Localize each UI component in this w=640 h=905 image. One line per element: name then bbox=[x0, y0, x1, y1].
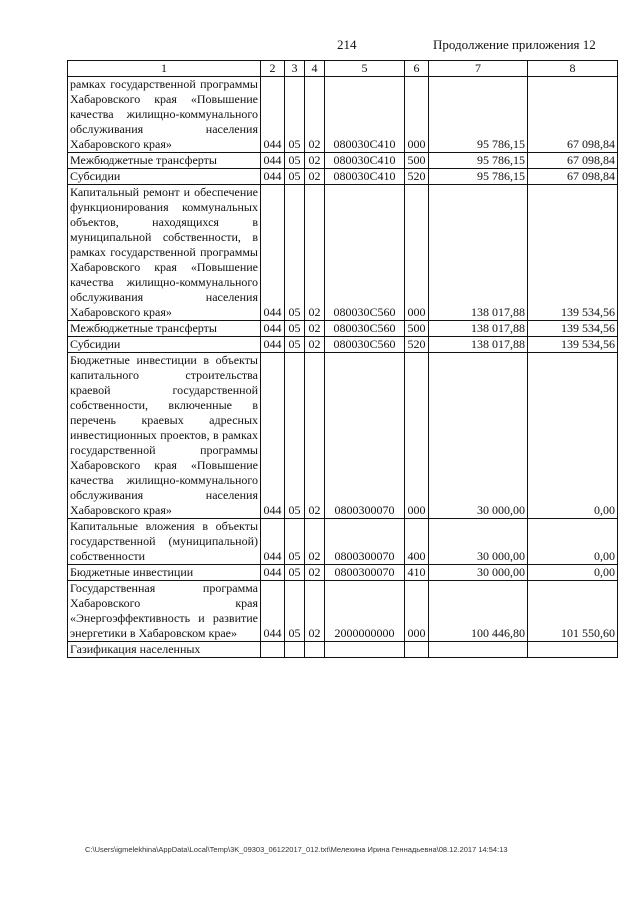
row-name-cell: Газификация населенных bbox=[68, 642, 261, 658]
row-value-cell: 500 bbox=[405, 321, 429, 337]
row-name-cell: Капитальный ремонт и обеспечение функционирования коммунальных объектов, находящихся в муниципальной собственности, в рамках государственной программы Хабаровского края «Повышение качества жилищно-коммунального обслуживания населения Хабаровского края» bbox=[68, 185, 261, 321]
row-value-cell: 02 bbox=[305, 185, 325, 321]
row-value-cell: 05 bbox=[285, 185, 305, 321]
table-row bbox=[68, 321, 618, 337]
row-value-cell: 02 bbox=[305, 519, 325, 565]
table-header-row bbox=[68, 61, 618, 77]
column-header: 5 bbox=[325, 61, 405, 77]
row-value-cell: 02 bbox=[305, 337, 325, 353]
row-value-cell: 080030С410 bbox=[325, 153, 405, 169]
page-number: 214 bbox=[337, 37, 357, 52]
table-row bbox=[68, 153, 618, 169]
row-value-cell: 30 000,00 bbox=[429, 353, 528, 519]
column-header: 4 bbox=[305, 61, 325, 77]
row-value-cell: 044 bbox=[261, 353, 285, 519]
table-row bbox=[68, 519, 618, 565]
column-header: 1 bbox=[68, 61, 261, 77]
row-value-cell: 67 098,84 bbox=[528, 169, 618, 185]
table-row bbox=[68, 581, 618, 642]
row-value-cell: 044 bbox=[261, 153, 285, 169]
row-name-cell: рамках государственной программы Хабаровского края «Повышение качества жилищно-коммунального обслуживания населения Хабаровского края» bbox=[68, 77, 261, 153]
table-row bbox=[68, 337, 618, 353]
table-row bbox=[68, 185, 618, 321]
row-value-cell: 02 bbox=[305, 581, 325, 642]
column-header: 8 bbox=[528, 61, 618, 77]
row-value-cell bbox=[405, 642, 429, 658]
table-row bbox=[68, 77, 618, 153]
table-row bbox=[68, 169, 618, 185]
row-name-cell: Межбюджетные трансферты bbox=[68, 321, 261, 337]
row-value-cell: 101 550,60 bbox=[528, 581, 618, 642]
row-value-cell: 044 bbox=[261, 169, 285, 185]
row-value-cell bbox=[285, 642, 305, 658]
row-value-cell: 05 bbox=[285, 153, 305, 169]
row-name-cell: Субсидии bbox=[68, 337, 261, 353]
column-header: 6 bbox=[405, 61, 429, 77]
row-value-cell: 520 bbox=[405, 169, 429, 185]
row-value-cell bbox=[429, 642, 528, 658]
row-value-cell: 0,00 bbox=[528, 565, 618, 581]
table-body bbox=[68, 61, 618, 658]
table-row bbox=[68, 565, 618, 581]
row-value-cell: 05 bbox=[285, 353, 305, 519]
budget-table bbox=[67, 60, 618, 658]
row-value-cell: 0800300070 bbox=[325, 519, 405, 565]
row-value-cell: 500 bbox=[405, 153, 429, 169]
row-value-cell: 080030С410 bbox=[325, 169, 405, 185]
row-value-cell: 0800300070 bbox=[325, 565, 405, 581]
row-value-cell: 2000000000 bbox=[325, 581, 405, 642]
row-value-cell: 138 017,88 bbox=[429, 321, 528, 337]
row-name-cell: Межбюджетные трансферты bbox=[68, 153, 261, 169]
row-value-cell: 67 098,84 bbox=[528, 153, 618, 169]
row-value-cell: 400 bbox=[405, 519, 429, 565]
row-value-cell: 30 000,00 bbox=[429, 565, 528, 581]
row-value-cell: 044 bbox=[261, 185, 285, 321]
row-value-cell: 080030С560 bbox=[325, 337, 405, 353]
row-value-cell: 05 bbox=[285, 581, 305, 642]
row-value-cell: 05 bbox=[285, 565, 305, 581]
row-value-cell: 02 bbox=[305, 153, 325, 169]
row-value-cell: 080030С560 bbox=[325, 185, 405, 321]
row-value-cell bbox=[305, 642, 325, 658]
row-value-cell: 67 098,84 bbox=[528, 77, 618, 153]
row-value-cell: 05 bbox=[285, 321, 305, 337]
row-value-cell: 0,00 bbox=[528, 519, 618, 565]
row-value-cell: 02 bbox=[305, 565, 325, 581]
row-value-cell: 044 bbox=[261, 565, 285, 581]
row-value-cell: 02 bbox=[305, 321, 325, 337]
row-value-cell: 95 786,15 bbox=[429, 77, 528, 153]
row-value-cell: 139 534,56 bbox=[528, 337, 618, 353]
row-value-cell: 044 bbox=[261, 77, 285, 153]
row-value-cell: 02 bbox=[305, 353, 325, 519]
row-value-cell bbox=[261, 642, 285, 658]
row-value-cell: 138 017,88 bbox=[429, 185, 528, 321]
row-value-cell: 05 bbox=[285, 519, 305, 565]
row-value-cell: 000 bbox=[405, 353, 429, 519]
row-value-cell: 0800300070 bbox=[325, 353, 405, 519]
table-row bbox=[68, 642, 618, 658]
row-value-cell: 080030С410 bbox=[325, 77, 405, 153]
row-name-cell: Бюджетные инвестиции bbox=[68, 565, 261, 581]
column-header: 7 bbox=[429, 61, 528, 77]
column-header: 2 bbox=[261, 61, 285, 77]
row-value-cell: 95 786,15 bbox=[429, 153, 528, 169]
row-value-cell: 410 bbox=[405, 565, 429, 581]
row-value-cell: 95 786,15 bbox=[429, 169, 528, 185]
appendix-title: Продолжение приложения 12 bbox=[433, 37, 596, 52]
row-value-cell: 05 bbox=[285, 169, 305, 185]
row-value-cell: 138 017,88 bbox=[429, 337, 528, 353]
row-value-cell: 044 bbox=[261, 321, 285, 337]
row-value-cell: 02 bbox=[305, 77, 325, 153]
row-value-cell: 100 446,80 bbox=[429, 581, 528, 642]
row-value-cell bbox=[528, 642, 618, 658]
row-value-cell: 000 bbox=[405, 581, 429, 642]
row-name-cell: Капитальные вложения в объекты государственной (муниципальной) собственности bbox=[68, 519, 261, 565]
row-value-cell: 139 534,56 bbox=[528, 185, 618, 321]
row-value-cell: 520 bbox=[405, 337, 429, 353]
row-value-cell: 05 bbox=[285, 77, 305, 153]
row-value-cell: 30 000,00 bbox=[429, 519, 528, 565]
row-value-cell: 080030С560 bbox=[325, 321, 405, 337]
row-value-cell: 044 bbox=[261, 337, 285, 353]
row-value-cell: 000 bbox=[405, 185, 429, 321]
file-path-footer: C:\Users\igmelekhina\AppData\Local\Temp\3K_09303_06122017_012.txt\Мелехина Ирина Геннадьевна\08.12.2017 14:54:13 bbox=[85, 845, 508, 854]
row-value-cell: 044 bbox=[261, 519, 285, 565]
row-value-cell: 02 bbox=[305, 169, 325, 185]
row-name-cell: Государственная программа Хабаровского края «Энергоэффективность и развитие энергетики в Хабаровском крае» bbox=[68, 581, 261, 642]
row-value-cell: 000 bbox=[405, 77, 429, 153]
table-row bbox=[68, 353, 618, 519]
row-value-cell: 044 bbox=[261, 581, 285, 642]
row-value-cell bbox=[325, 642, 405, 658]
row-value-cell: 05 bbox=[285, 337, 305, 353]
row-value-cell: 139 534,56 bbox=[528, 321, 618, 337]
row-name-cell: Субсидии bbox=[68, 169, 261, 185]
row-value-cell: 0,00 bbox=[528, 353, 618, 519]
column-header: 3 bbox=[285, 61, 305, 77]
row-name-cell: Бюджетные инвестиции в объекты капитального строительства краевой государственной собственности, включенные в перечень краевых адресных инвестиционных проектов, в рамках государственной программы Хабаровского края «Повышение качества жилищно-коммунального обслуживания населения Хабаровского края» bbox=[68, 353, 261, 519]
